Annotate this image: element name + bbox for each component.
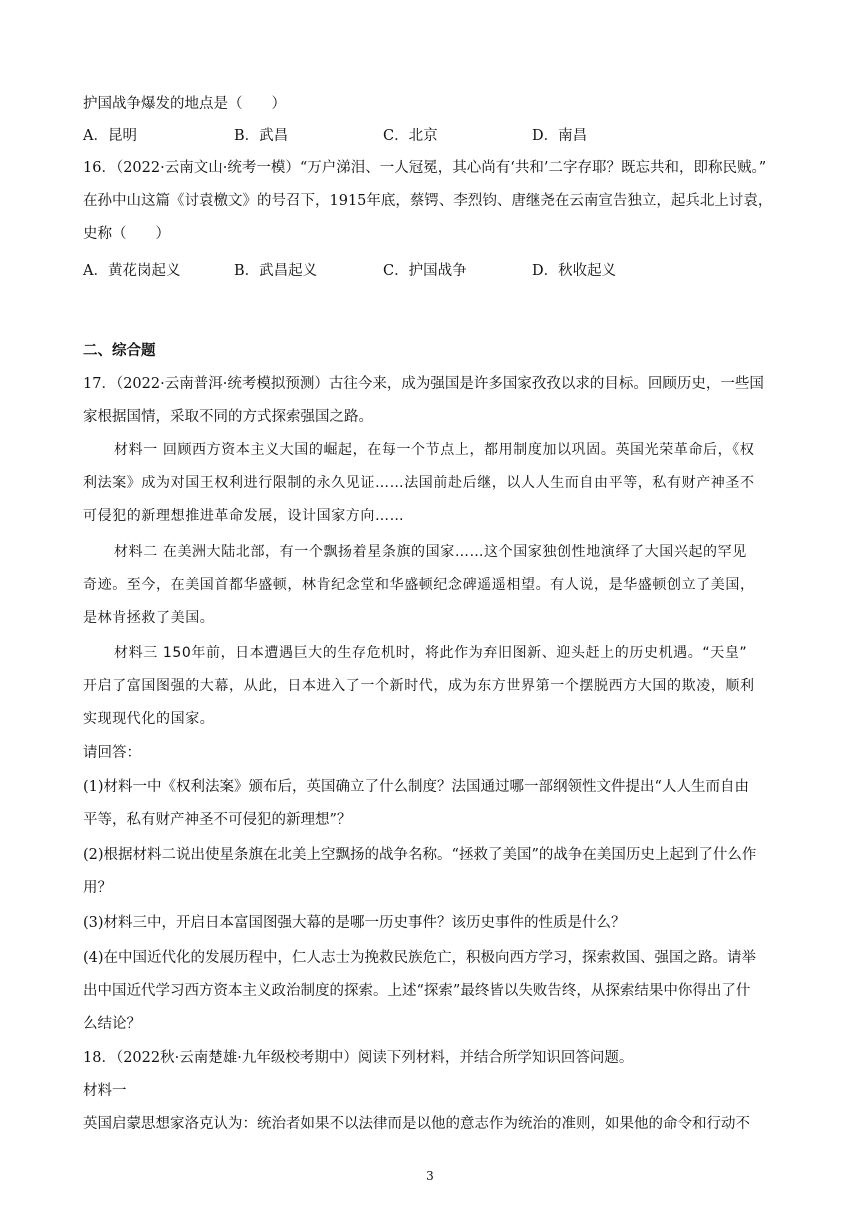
q17-material1-line: 可侵犯的新理想推进革命发展，设计国家方向…… bbox=[83, 508, 405, 524]
q16-option-a: A．黄花岗起义 bbox=[83, 263, 181, 279]
q16-option-c: C．护国战争 bbox=[383, 263, 467, 279]
q17-material1-line: 利法案》成为对国王权利进行限制的永久见证……法国前赴后继，以人人生而自由平等，私有财产神圣不 bbox=[83, 475, 755, 491]
q17-material3-line: 实现现代化的国家。 bbox=[83, 711, 215, 727]
q17-question-line: 平等，私有财产神圣不可侵犯的新理想”？ bbox=[83, 812, 352, 828]
q15-options bbox=[83, 124, 683, 144]
q17-question-line: (4)在中国近代化的发展历程中，仁人志士为挽救民族危亡，积极向西方学习，探索救国、强国之路。请举 bbox=[83, 950, 757, 966]
q16-options bbox=[83, 259, 683, 279]
q15-option-a: A．昆明 bbox=[83, 128, 137, 144]
q17-material3-line: 开启了富国图强的大幕，从此，日本进入了一个新时代，成为东方世界第一个摆脱西方大国的欺凌，顺利 bbox=[83, 678, 755, 694]
q16-line: 史称（ ） bbox=[83, 226, 170, 242]
q16-line: 16．（2022·云南文山·统考一模）“万户涕泪、一人冠冕，其心尚有‘共和’二字存耶？既忘共和，即称民贼。” bbox=[83, 160, 767, 176]
q17-prompt: 请回答： bbox=[83, 745, 141, 761]
q17-intro-line: 家根据国情，采取不同的方式探索强国之路。 bbox=[83, 409, 373, 425]
q16-option-d: D．秋收起义 bbox=[532, 263, 617, 279]
q17-question-line: 出中国近代学习西方资本主义政治制度的探索。上述“探索”最终皆以失败告终，从探索结果中你得出了什 bbox=[83, 983, 751, 999]
q17-material1-line: 材料一 回顾西方资本主义大国的崛起，在每一个节点上，都用制度加以巩固。英国光荣革命后，《权 bbox=[114, 442, 755, 458]
page-number: 3 bbox=[426, 1169, 434, 1183]
q18-material-label: 材料一 bbox=[83, 1083, 127, 1099]
section-heading: 二、综合题 bbox=[83, 342, 156, 359]
q17-question-line: 么结论？ bbox=[83, 1016, 141, 1032]
q18-material-text: 英国启蒙思想家洛克认为：统治者如果不以法律而是以他的意志作为统治的准则，如果他的命令和行动不 bbox=[83, 1116, 750, 1132]
q17-question-line: (2)根据材料二说出使星条旗在北美上空飘扬的战争名称。“拯救了美国”的战争在美国历史上起到了什么作 bbox=[83, 847, 757, 863]
q15-option-b: B．武昌 bbox=[234, 128, 289, 144]
q15-option-c: C．北京 bbox=[383, 128, 438, 144]
q17-question-line: (3)材料三中，开启日本富国图强大幕的是哪一历史事件？该历史事件的性质是什么？ bbox=[83, 915, 626, 931]
q17-intro-line: 17．（2022·云南普洱·统考模拟预测）古往今来，成为强国是许多国家孜孜以求的目标。回顾历史，一些国 bbox=[83, 376, 764, 392]
q15-stem: 护国战争爆发的地点是（ ） bbox=[83, 96, 286, 112]
q16-option-b: B．武昌起义 bbox=[234, 263, 318, 279]
q17-material2-line: 材料二 在美洲大陆北部，有一个飘扬着星条旗的国家……这个国家独创性地演绎了大国兴起的罕见 bbox=[114, 544, 747, 560]
q17-material2-line: 奇迹。至今，在美国首都华盛顿，林肯纪念堂和华盛顿纪念碑遥遥相望。有人说，是华盛顿创立了美国， bbox=[83, 577, 755, 593]
q15-option-d: D．南昌 bbox=[532, 128, 588, 144]
q17-material3-line: 材料三 150年前，日本遭遇巨大的生存危机时，将此作为弃旧图新、迎头赶上的历史机遇。“天皇” bbox=[114, 645, 748, 661]
q18-intro: 18．（2022秋·云南楚雄·九年级校考期中）阅读下列材料，并结合所学知识回答问题。 bbox=[83, 1050, 634, 1066]
q17-material2-line: 是林肯拯救了美国。 bbox=[83, 610, 215, 626]
q17-question-line: (1)材料一中《权利法案》颁布后，英国确立了什么制度？法国通过哪一部纲领性文件提出“人人生而自由 bbox=[83, 779, 749, 795]
q17-question-line: 用？ bbox=[83, 880, 112, 896]
q16-line: 在孙中山这篇《讨袁檄文》的号召下，1915年底，蔡锷、李烈钧、唐继尧在云南宣告独立，起兵北上讨袁， bbox=[83, 193, 773, 209]
